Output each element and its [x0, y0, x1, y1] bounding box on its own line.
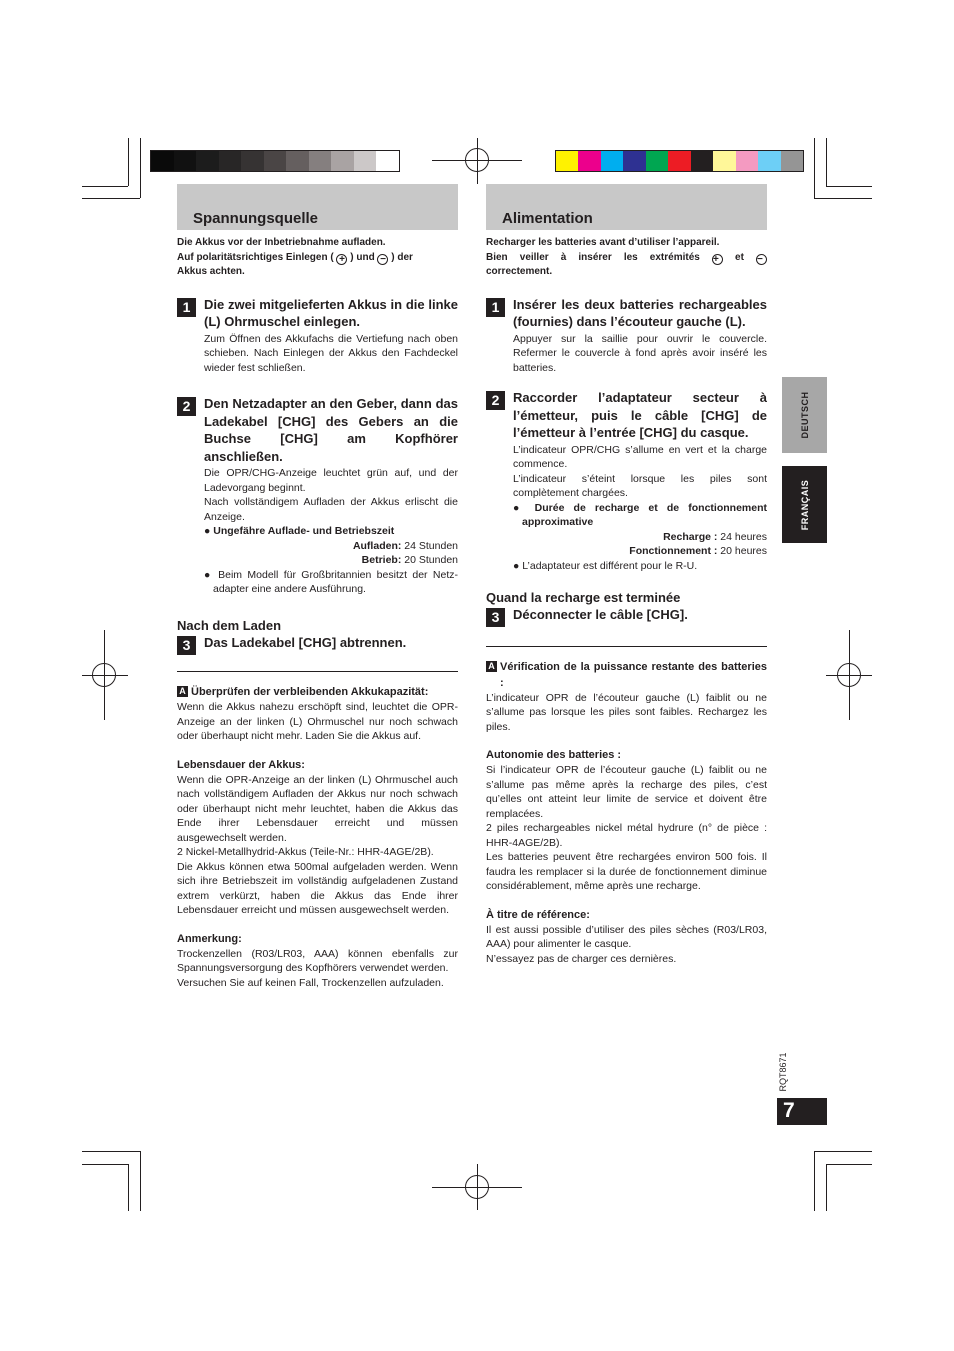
note-a-icon: A	[177, 686, 188, 697]
color-swatch	[174, 151, 197, 171]
color-swatch	[151, 151, 174, 171]
crop-mark	[814, 198, 872, 199]
step-title: Déconnecter le câble [CHG].	[513, 607, 688, 622]
subheading: À titre de référence:	[486, 908, 590, 921]
step-body: L’indicateur OPR/CHG s’allume en vert et la charge commence. L’indicateur s’éteint lorsque les piles sont complètement chargées. ● Durée de recharge et de fonctionnement approximative Recharge : 24 heures Fonctionnement : 20 heures ● L’adaptateur est différent pour le R-U.	[513, 443, 767, 572]
color-swatch	[376, 151, 399, 171]
crop-mark	[826, 138, 827, 186]
french-column: Alimentation Recharger les batteries avant d’utiliser l’appareil. Bien veiller à insérer les extrémités + et − correctement. 1 Insérer les deux batteries rechargeables (fournies) dans l’écouteur gauche (L). Appuyer sur la saillie pour ouvrir le couvercle. Refermer le couvercle à fond après avoir inséré les batteries. 2 Raccorder l’adaptateur secteur à l’émetteur, puis le câble [CHG] de l’émetteur à l’entrée [CHG] du casque. L’indicateur OPR/CHG s’allume en vert et la charge commence. L’indicateur s’éteint lorsque les piles sont complètement chargées. ● Durée de recharge et de fonctionnement approximative Recharge : 24 heures Fonctionnement : 20 heures ● L’adaptateur est différent pour le R-U. Quand la recharge est terminée 3 Déconnecter le câble [CHG]. A Vérification de la puissance restante des batteries : L’indicateur OPR de l’écouteur gauche (L) faiblit ou ne s’allume pas lorsque les piles sont faibles. Rechargez les piles. Autonomie des batteries : Si l’indicateur OPR de l’écouteur gauche (L) faiblit ou ne s’allume pas même après la recharge des piles, c’est qu’elles ont atteint leur limite de service et doivent être remplacées. 2 piles rechargeables nickel métal hydrure (n° de pièce : HHR-4AGE/2B). Les batteries peuvent être rechargées environ 500 fois. Il faudra les remplacer si la durée de fonctionnement diminue considérablement, même après une recharge. À titre de référence: Il est aussi possible d’utiliser des piles sèches (R03/LR03, AAA) pour alimenter le casque. N’essayez pas de charger ces dernières.	[486, 184, 767, 966]
step-title: Das Ladekabel [CHG] abtrennen.	[204, 634, 407, 650]
step-title: Den Netzadapter an den Geber, dann das Ladekabel [CHG] des Gebers an die Buchse [CHG] am Kopfhörer anschließen.	[204, 396, 458, 464]
crop-mark	[82, 1151, 140, 1152]
note-a-icon: A	[486, 661, 497, 672]
crop-mark	[140, 1151, 141, 1211]
step-body: Die OPR/CHG-Anzeige leuchtet grün auf, und der Ladevorgang beginnt. Nach vollständigem Aufladen der Akkus erlischt die Anzeige. ● Ungefähre Auflade- und Betriebszeit Aufladen: 24 Stunden Betrieb: 20 Stunden ● Beim Modell für Großbritannien besitzt der Netz-adapter eine andere Ausführung.	[204, 467, 458, 595]
grayscale-bar	[150, 150, 400, 172]
step-1	[486, 296, 767, 376]
crop-mark	[82, 198, 140, 199]
step-2	[486, 389, 767, 573]
color-swatch	[601, 151, 623, 171]
subheading: Autonomie des batteries :	[486, 749, 622, 761]
step-number: 3	[177, 636, 196, 655]
step-3	[486, 606, 767, 624]
plus-icon: +	[712, 254, 723, 265]
crop-mark	[814, 1151, 815, 1211]
color-swatch	[668, 151, 690, 171]
color-swatch	[691, 151, 713, 171]
step-number: 1	[177, 298, 196, 317]
section-title: Alimentation	[502, 209, 593, 227]
crop-mark	[814, 1151, 872, 1152]
tab-francais: FRANÇAIS	[782, 466, 827, 543]
color-swatch	[646, 151, 668, 171]
minus-icon: −	[756, 254, 767, 265]
step-number: 1	[486, 298, 505, 317]
after-charge-title: Nach dem Laden	[177, 617, 282, 633]
after-charge-title: Quand la recharge est terminée	[486, 590, 681, 605]
subheading: Anmerkung:	[177, 932, 242, 945]
intro-text: Recharger les batteries avant d’utiliser l’appareil. Bien veiller à insérer les extrémités + et − correctement.	[486, 236, 767, 280]
crop-mark	[826, 186, 872, 187]
divider	[486, 646, 767, 647]
step-body: Zum Öffnen des Akkufachs die Vertiefung nach oben schieben. Nach Einlegen der Akkus den Fachdeckel wieder fest schließen.	[204, 332, 458, 374]
note-a: A Überprüfen der verbleibenden Akkukapazität:	[177, 684, 458, 700]
step-number: 3	[486, 608, 505, 627]
color-swatch	[713, 151, 735, 171]
color-swatch	[309, 151, 332, 171]
step-3	[177, 634, 458, 652]
crop-mark	[82, 1164, 128, 1165]
color-swatch	[241, 151, 264, 171]
subheading: Lebensdauer der Akkus:	[177, 758, 305, 771]
color-swatch	[354, 151, 377, 171]
page-number: 7	[783, 1099, 795, 1122]
section-header	[177, 184, 458, 230]
step-number: 2	[177, 397, 196, 416]
color-bar	[555, 150, 804, 172]
document-code: RQT8671	[778, 1052, 788, 1092]
color-swatch	[578, 151, 600, 171]
crop-mark	[826, 1164, 872, 1165]
step-body: Appuyer sur la saillie pour ouvrir le couvercle. Refermer le couvercle à fond après avoir inséré les batteries.	[513, 332, 767, 374]
note-a: A Vérification de la puissance restante des batteries :	[486, 659, 767, 691]
color-swatch	[781, 151, 803, 171]
color-swatch	[736, 151, 758, 171]
step-title: Die zwei mitgelieferten Akkus in die linke (L) Ohrmuschel einlegen.	[204, 296, 458, 329]
minus-icon: −	[377, 254, 388, 265]
section-header	[486, 184, 767, 230]
crop-mark	[140, 138, 141, 198]
color-swatch	[196, 151, 219, 171]
crop-mark	[128, 1164, 129, 1211]
color-swatch	[623, 151, 645, 171]
step-title: Raccorder l’adaptateur secteur à l’émetteur, puis le câble [CHG] de l’émetteur à l’entrée [CHG] du casque.	[513, 390, 767, 440]
step-1	[177, 296, 458, 376]
step-number: 2	[486, 391, 505, 410]
color-swatch	[219, 151, 242, 171]
color-swatch	[758, 151, 780, 171]
color-swatch	[264, 151, 287, 171]
crop-mark	[82, 186, 128, 187]
german-column: Spannungsquelle Die Akkus vor der Inbetriebnahme aufladen. Auf polaritätsrichtiges Einlegen ( + ) und − ) der Akkus achten. 1 Die zwei mitgelieferten Akkus in die linke (L) Ohrmuschel einlegen. Zum Öffnen des Akkufachs die Vertiefung nach oben schieben. Nach Einlegen der Akkus den Fachdeckel wieder fest schließen. 2 Den Netzadapter an den Geber, dann das Ladekabel [CHG] des Gebers an die Buchse [CHG] am Kopfhörer anschließen. Die OPR/CHG-Anzeige leuchtet grün auf, und der Ladevorgang beginnt. Nach vollständigem Aufladen der Akkus erlischt die Anzeige. ● Ungefähre Auflade- und Betriebszeit Aufladen: 24 Stunden Betrieb: 20 Stunden ● Beim Modell für Großbritannien besitzt der Netz-adapter eine andere Ausführung. Nach dem Laden 3 Das Ladekabel [CHG] abtrennen. A Überprüfen der verbleibenden Akkukapazität: Wenn die Akkus nahezu erschöpft sind, leuchtet die OPR-Anzeige an der linken (L) Ohrmuschel nur noch schwach oder überhaupt nicht mehr. Laden Sie die Akkus auf. Lebensdauer der Akkus: Wenn die OPR-Anzeige an der linken (L) Ohrmuschel auch nach vollständigem Aufladen der Akkus nur noch schwach oder überhaupt nicht mehr leuchtet, haben die Akkus das Ende ihrer Lebensdauer erreicht und müssen ausgewechselt werden. 2 Nickel-Metallhydrid-Akkus (Teile-Nr.: HHR-4AGE/2B). Die Akkus können etwa 500mal aufgeladen werden. Wenn sich ihre Betriebszeit im vollständig aufgeladenen Zustand extrem verkürzt, haben die Akkus das Ende ihrer Lebensdauer erreicht und müssen ausgewechselt werden. Anmerkung: Trockenzellen (R03/LR03, AAA) können ebenfalls zur Spannungsversorgung des Kopfhörers verwendet werden. Versuchen Sie auf keinen Fall, Trockenzellen aufzuladen.	[177, 184, 458, 990]
divider	[177, 671, 458, 672]
intro-text: Die Akkus vor der Inbetriebnahme aufladen. Auf polaritätsrichtiges Einlegen ( + ) und − ) der Akkus achten.	[177, 237, 413, 277]
crop-mark	[128, 138, 129, 186]
crop-mark	[826, 1164, 827, 1211]
page-number-box	[777, 1098, 827, 1125]
color-swatch	[286, 151, 309, 171]
note-a-text: Wenn die Akkus nahezu erschöpft sind, leuchtet die OPR-Anzeige an der linken (L) Ohrmuschel nur noch schwach oder überhaupt nicht mehr. Laden Sie die Akkus auf.	[177, 701, 458, 742]
plus-icon: +	[336, 254, 347, 265]
step-title: Insérer les deux batteries rechargeables (fournies) dans l’écouteur gauche (L).	[513, 296, 767, 329]
section-title: Spannungsquelle	[193, 209, 319, 227]
note-a-text: L’indicateur OPR de l’écouteur gauche (L) faiblit ou ne s’allume pas lorsque les piles sont faibles. Rechargez les piles.	[486, 691, 767, 733]
crop-mark	[814, 138, 815, 198]
color-swatch	[556, 151, 578, 171]
step-2	[177, 395, 458, 597]
tab-deutsch: DEUTSCH	[782, 377, 827, 453]
color-swatch	[331, 151, 354, 171]
